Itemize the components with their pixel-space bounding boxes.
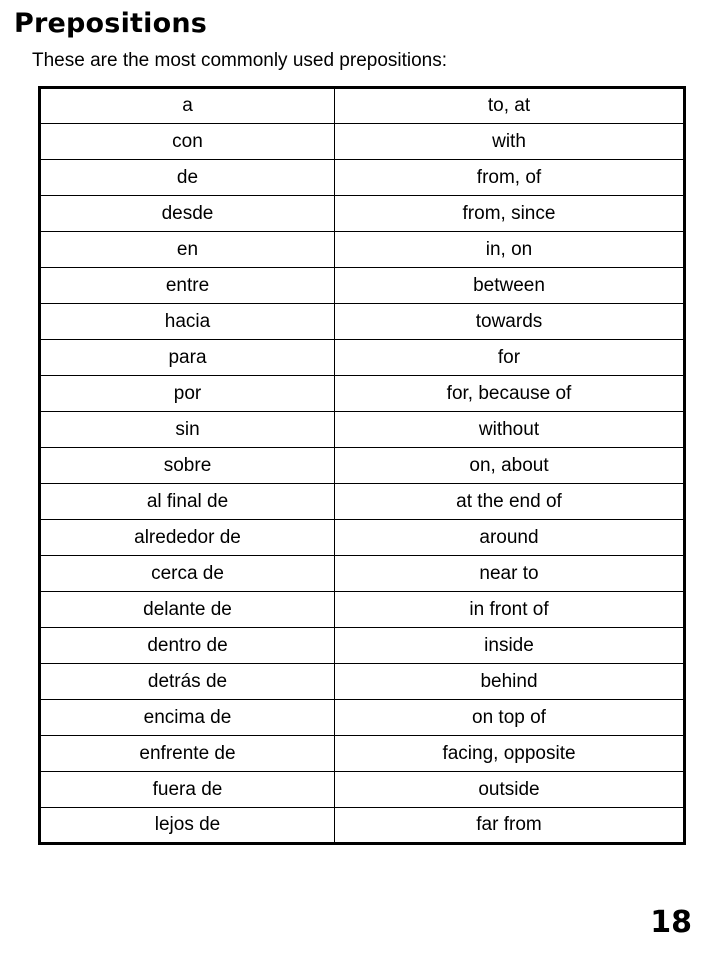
spanish-preposition-cell: detrás de bbox=[40, 664, 335, 700]
table-row bbox=[40, 412, 685, 448]
page-subtitle: These are the most commonly used prepositions: bbox=[32, 50, 448, 71]
english-translation-cell: in, on bbox=[335, 232, 685, 268]
table-row bbox=[40, 772, 685, 808]
spanish-preposition-cell: por bbox=[40, 376, 335, 412]
english-translation-cell: at the end of bbox=[335, 484, 685, 520]
table-row bbox=[40, 268, 685, 304]
spanish-preposition-cell: con bbox=[40, 124, 335, 160]
english-translation-cell: in front of bbox=[335, 592, 685, 628]
table-row bbox=[40, 484, 685, 520]
spanish-preposition-cell: alrededor de bbox=[40, 520, 335, 556]
english-translation-cell: near to bbox=[335, 556, 685, 592]
spanish-preposition-cell: de bbox=[40, 160, 335, 196]
english-translation-cell: between bbox=[335, 268, 685, 304]
table-row bbox=[40, 556, 685, 592]
page-number: 18 bbox=[650, 905, 692, 940]
english-translation-cell: to, at bbox=[335, 88, 685, 124]
spanish-preposition-cell: hacia bbox=[40, 304, 335, 340]
table-row bbox=[40, 736, 685, 772]
english-translation-cell: facing, opposite bbox=[335, 736, 685, 772]
english-translation-cell: on, about bbox=[335, 448, 685, 484]
english-translation-cell: towards bbox=[335, 304, 685, 340]
english-translation-cell: without bbox=[335, 412, 685, 448]
spanish-preposition-cell: sobre bbox=[40, 448, 335, 484]
table-row bbox=[40, 196, 685, 232]
table-row bbox=[40, 448, 685, 484]
spanish-preposition-cell: para bbox=[40, 340, 335, 376]
spanish-preposition-cell: desde bbox=[40, 196, 335, 232]
english-translation-cell: from, of bbox=[335, 160, 685, 196]
english-translation-cell: around bbox=[335, 520, 685, 556]
spanish-preposition-cell: fuera de bbox=[40, 772, 335, 808]
table-row bbox=[40, 664, 685, 700]
table-row bbox=[40, 628, 685, 664]
spanish-preposition-cell: delante de bbox=[40, 592, 335, 628]
spanish-preposition-cell: lejos de bbox=[40, 808, 335, 844]
spanish-preposition-cell: sin bbox=[40, 412, 335, 448]
english-translation-cell: for, because of bbox=[335, 376, 685, 412]
table-row bbox=[40, 700, 685, 736]
spanish-preposition-cell: enfrente de bbox=[40, 736, 335, 772]
english-translation-cell: behind bbox=[335, 664, 685, 700]
prepositions-table-body bbox=[40, 88, 685, 844]
table-row bbox=[40, 124, 685, 160]
page-title: Prepositions bbox=[14, 8, 208, 39]
english-translation-cell: with bbox=[335, 124, 685, 160]
spanish-preposition-cell: encima de bbox=[40, 700, 335, 736]
spanish-preposition-cell: cerca de bbox=[40, 556, 335, 592]
spanish-preposition-cell: al final de bbox=[40, 484, 335, 520]
table-row bbox=[40, 520, 685, 556]
table-row bbox=[40, 592, 685, 628]
table-row bbox=[40, 160, 685, 196]
english-translation-cell: far from bbox=[335, 808, 685, 844]
table-row bbox=[40, 232, 685, 268]
spanish-preposition-cell: en bbox=[40, 232, 335, 268]
spanish-preposition-cell: entre bbox=[40, 268, 335, 304]
table-row bbox=[40, 376, 685, 412]
spanish-preposition-cell: a bbox=[40, 88, 335, 124]
spanish-preposition-cell: dentro de bbox=[40, 628, 335, 664]
english-translation-cell: for bbox=[335, 340, 685, 376]
english-translation-cell: on top of bbox=[335, 700, 685, 736]
table-row bbox=[40, 808, 685, 844]
table-row bbox=[40, 88, 685, 124]
table-row bbox=[40, 340, 685, 376]
prepositions-table bbox=[38, 86, 686, 845]
english-translation-cell: from, since bbox=[335, 196, 685, 232]
table-row bbox=[40, 304, 685, 340]
english-translation-cell: inside bbox=[335, 628, 685, 664]
english-translation-cell: outside bbox=[335, 772, 685, 808]
